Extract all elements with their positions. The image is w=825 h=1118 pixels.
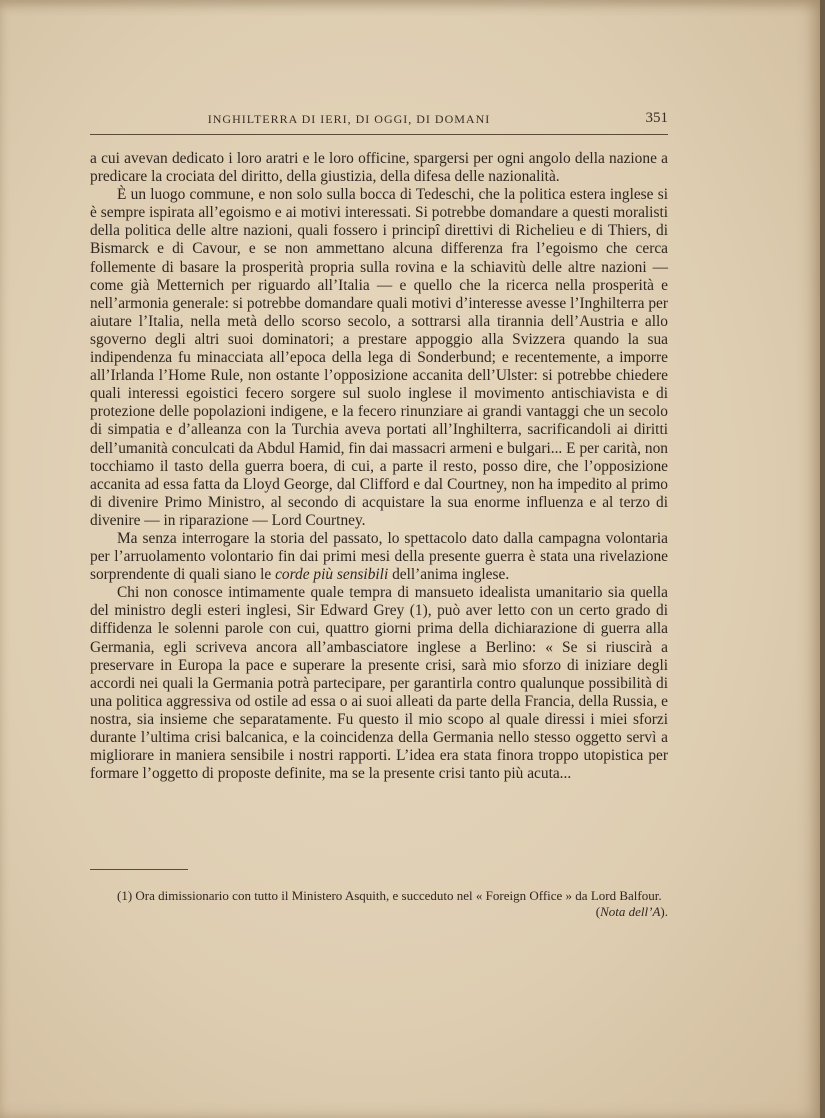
page-header [90,112,668,135]
footnote-rule [90,869,188,870]
paragraph-3-italic: corde più sensibili [275,566,389,584]
paragraph-2: È un luogo commune, e non solo sulla bocca di Tedeschi, che la politica estera inglese si è sempre ispirata all’egoismo e ai motivi interessati. Si potrebbe domandare a questi moralisti della politica delle altre nazioni, quali fossero i principî direttivi di Richelieu e di Thiers, di Bismarck e di Cavour, e se non ammettano alcuna differenza fra l’egoismo che cerca follemente di basare la prosperità propria sulla rovina e la schiavitù delle altre nazioni — come già Metternich per riguardo all’Italia — e quello che la ricerca nella prosperità e nell’armonia generale: si potrebbe domandare quali motivi d’interesse avesse l’Inghilterra per aiutare l’Italia, nella metà dello scorso secolo, a sottrarsi alla tirannia dell’Austria e allo sgoverno degli altri suoi dominatori; a prestare appoggio alla Svizzera quando la sua indipendenza fu minacciata all’epoca della lega di Sonderbund; e recentemente, a imporre all’Irlanda l’Home Rule, non ostante l’opposizione accanita dell’Ulster: si potrebbe chiedere quali interessi egoistici fecero sorgere sul suolo inglese il movimento antischiavista e di protezione delle popolazioni indigene, e la fecero rinunziare ai grandi vantaggi che un secolo di simpatia e d’alleanza con la Turchia aveva portati all’Inghilterra, sacrificandoli ai diritti dell’umanità conculcati da Abdul Hamid, fin dai massacri armeni e bulgari... E per carità, non tocchiamo il tasto della guerra boera, di cui, a parte il resto, posso dire, che l’opposizione accanita ad essa fatta da Lloyd George, dal Clifford e dal Courtney, non ha impedito al primo di divenire Primo Ministro, al secondo di acquistare la sua enorme influenza e al terzo di divenire — in riparazione — Lord Courtney. [90,186,668,529]
body-text [90,150,668,783]
running-head: INGHILTERRA DI IERI, DI OGGI, DI DOMANI [207,112,491,126]
paragraph-3-text-b: dell’anima inglese. [388,566,510,584]
attribution-close: ). [660,904,668,919]
attribution-open: ( [595,904,601,919]
footnote-text: (1) Ora dimissionario con tutto il Ministero Asquith, e succeduto nel « Foreign Office » da Lord Balfour. [117,888,662,903]
paragraph-1: a cui avevan dedicato i loro aratri e le loro officine, spargersi per ogni angolo della nazione a predicare la crociata del diritto, della giustizia, della difesa delle nazionalità. [90,150,668,186]
footnote [90,888,668,920]
attribution-italic: Nota dell’A [600,904,661,919]
paragraph-3-text-a: Ma senza interrogare la storia del passato, lo spettacolo dato dalla campagna volontaria per l’arruolamento volontario fin dai primi mesi della presente guerra è stata una rivelazione sorprendente di quali siano le [90,529,668,584]
page-number: 351 [645,110,668,126]
paragraph-4: Chi non conosce intimamente quale tempra di mansueto idealista umanitario sia quella del ministro degli esteri inglesi, Sir Edward Grey (1), può aver letto con un certo grado di diffidenza le solenni parole con cui, quattro giorni prima della dichiarazione di guerra alla Germania, egli scriveva ancora all’ambasciatore inglese a Berlino: « Se si riuscirà a preservare in Europa la pace e superare la presente crisi, sarà mio sforzo di iniziare degli accordi nei quali la Germania potrà partecipare, per garantirla contro qualunque possibilità di una politica aggressiva od ostile ad essa o ai suoi alleati da parte della Francia, della Russia, e nostra, sia insieme che separatamente. Fu questo il mio scopo al quale diressi i miei sforzi durante l’ultima crisi balcanica, e la coincidenza della Germania nello stesso oggetto servì a migliorare in maniera sensibile i nostri rapporti. L’idea era stata finora troppo utopistica per formare l’oggetto di proposte definite, ma se la presente crisi tanto più acuta... [90,584,668,783]
paragraph-3 [90,530,668,584]
footnote-attribution [569,904,668,920]
